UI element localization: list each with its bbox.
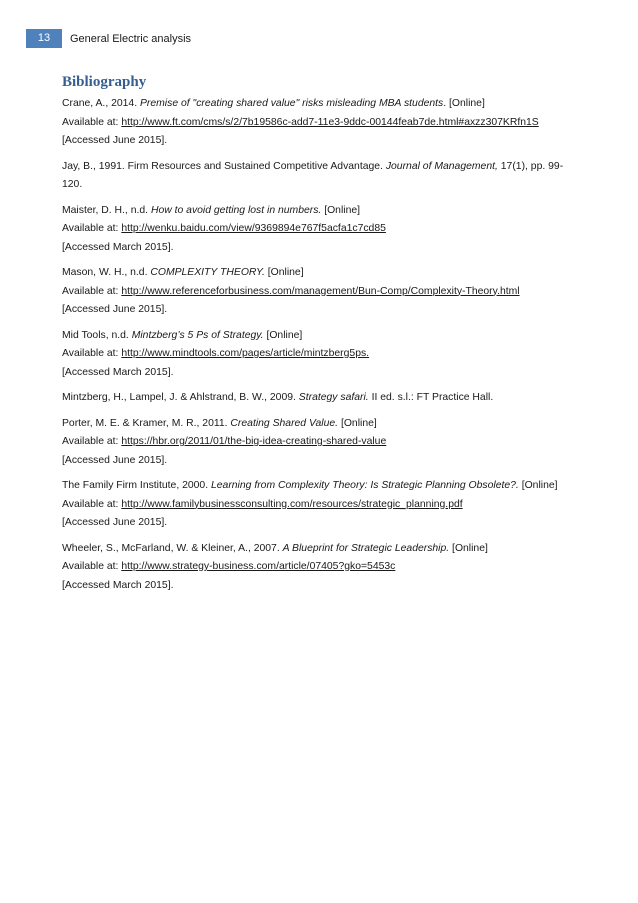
accessed-date: [Accessed June 2015]. bbox=[62, 135, 168, 146]
reference-url-link[interactable]: http://www.familybusinessconsulting.com/resources/strategic_planning.pdf bbox=[121, 498, 463, 510]
reference-line bbox=[62, 264, 582, 283]
bibliography-entry bbox=[62, 540, 582, 596]
reference-details: [Online] bbox=[449, 542, 488, 554]
reference-url-link[interactable]: http://www.strategy-business.com/article/07405?gko=5453c bbox=[121, 561, 396, 572]
accessed-date: [Accessed March 2015]. bbox=[62, 241, 174, 253]
reference-details: [Online] bbox=[321, 204, 361, 216]
reference-line bbox=[62, 327, 582, 346]
available-at-line bbox=[62, 283, 582, 302]
page-header bbox=[26, 29, 191, 48]
reference-author-year: Mason, W. H., n.d. bbox=[62, 267, 151, 278]
reference-url-link[interactable]: http://www.mindtools.com/pages/article/mintzberg5ps. bbox=[121, 348, 370, 359]
bibliography-entry bbox=[62, 389, 582, 408]
reference-url-link[interactable]: http://www.ft.com/cms/s/2/7b19586c-add7-11e3-9ddc-00144feab7de.html#axzz307KRfn1S bbox=[121, 116, 539, 128]
accessed-date: [Accessed June 2015]. bbox=[62, 517, 168, 528]
reference-author-year: Mintzberg, H., Lampel, J. & Ahlstrand, B. W., 2009. bbox=[62, 392, 299, 403]
reference-url-link[interactable]: http://www.referenceforbusiness.com/management/Bun-Comp/Complexity-Theory.html bbox=[121, 285, 520, 297]
reference-title: Premise of "creating shared value" risks misleading MBA students bbox=[139, 98, 444, 109]
reference-author-year: Porter, M. E. & Kramer, M. R., 2011. bbox=[62, 417, 231, 429]
accessed-date: [Accessed March 2015]. bbox=[62, 366, 174, 378]
bibliography-section bbox=[62, 73, 582, 602]
reference-title: COMPLEXITY THEORY. bbox=[150, 267, 265, 278]
accessed-date: [Accessed March 2015]. bbox=[62, 579, 174, 591]
bibliography-entry bbox=[62, 477, 582, 533]
available-at-line bbox=[62, 345, 582, 364]
available-at-label: Available at: bbox=[62, 436, 122, 447]
bibliography-entry bbox=[62, 202, 582, 258]
accessed-date: [Accessed June 2015]. bbox=[62, 454, 168, 466]
available-at-line bbox=[62, 114, 582, 133]
bibliography-entry bbox=[62, 158, 582, 195]
reference-details: II ed. s.l.: FT Practice Hall. bbox=[368, 392, 494, 403]
reference-author-year: Mid Tools, n.d. bbox=[62, 329, 132, 341]
available-at-label: Available at: bbox=[62, 285, 122, 297]
available-at-label: Available at: bbox=[62, 116, 122, 128]
bibliography-entry bbox=[62, 415, 582, 471]
reference-details: . [Online] bbox=[443, 98, 485, 109]
reference-line bbox=[62, 158, 582, 195]
bibliography-entry bbox=[62, 95, 582, 151]
bibliography-list bbox=[62, 95, 582, 595]
reference-details: [Online] bbox=[263, 329, 303, 341]
reference-line bbox=[62, 389, 582, 408]
available-at-label: Available at: bbox=[62, 348, 122, 359]
reference-url-link[interactable]: https://hbr.org/2011/01/the-big-idea-creating-shared-value bbox=[121, 436, 387, 447]
reference-title: Strategy safari. bbox=[298, 392, 369, 403]
reference-author-year: Maister, D. H., n.d. bbox=[62, 204, 151, 216]
reference-details: [Online] bbox=[264, 267, 304, 278]
reference-author-year: Wheeler, S., McFarland, W. & Kleiner, A., 2007. bbox=[62, 542, 283, 554]
reference-title: Mintzberg’s 5 Ps of Strategy. bbox=[131, 329, 264, 341]
reference-title: How to avoid getting lost in numbers. bbox=[150, 204, 322, 216]
reference-title: Learning from Complexity Theory: Is Strategic Planning Obsolete?. bbox=[210, 480, 519, 491]
available-at-line bbox=[62, 558, 582, 577]
reference-line bbox=[62, 415, 582, 434]
reference-author-year: Jay, B., 1991. Firm Resources and Sustained Competitive Advantage. bbox=[62, 160, 386, 172]
available-at-line bbox=[62, 220, 582, 239]
reference-line bbox=[62, 95, 582, 114]
reference-title: A Blueprint for Strategic Leadership. bbox=[282, 542, 450, 554]
reference-title: Journal of Management, bbox=[385, 160, 498, 172]
reference-details: [Online] bbox=[518, 480, 558, 491]
document-title: General Electric analysis bbox=[70, 32, 192, 45]
available-at-label: Available at: bbox=[62, 561, 122, 572]
available-at-line bbox=[62, 433, 582, 452]
available-at-label: Available at: bbox=[62, 223, 122, 234]
bibliography-heading: Bibliography bbox=[62, 74, 147, 90]
available-at-label: Available at: bbox=[62, 498, 122, 510]
reference-details: [Online] bbox=[338, 417, 377, 429]
available-at-line bbox=[62, 496, 582, 515]
reference-author-year: Crane, A., 2014. bbox=[62, 98, 140, 109]
reference-details: 17(1), pp. 99-120. bbox=[62, 160, 564, 190]
reference-url-link[interactable]: http://wenku.baidu.com/view/9369894e767f5acfa1c7cd85 bbox=[121, 223, 386, 234]
reference-author-year: The Family Firm Institute, 2000. bbox=[62, 480, 211, 491]
reference-line bbox=[62, 477, 582, 496]
accessed-date: [Accessed June 2015]. bbox=[62, 304, 168, 315]
bibliography-entry bbox=[62, 327, 582, 383]
bibliography-entry bbox=[62, 264, 582, 320]
page-number-badge: 13 bbox=[26, 29, 62, 48]
reference-line bbox=[62, 540, 582, 559]
reference-title: Creating Shared Value. bbox=[230, 417, 339, 429]
reference-line bbox=[62, 202, 582, 221]
